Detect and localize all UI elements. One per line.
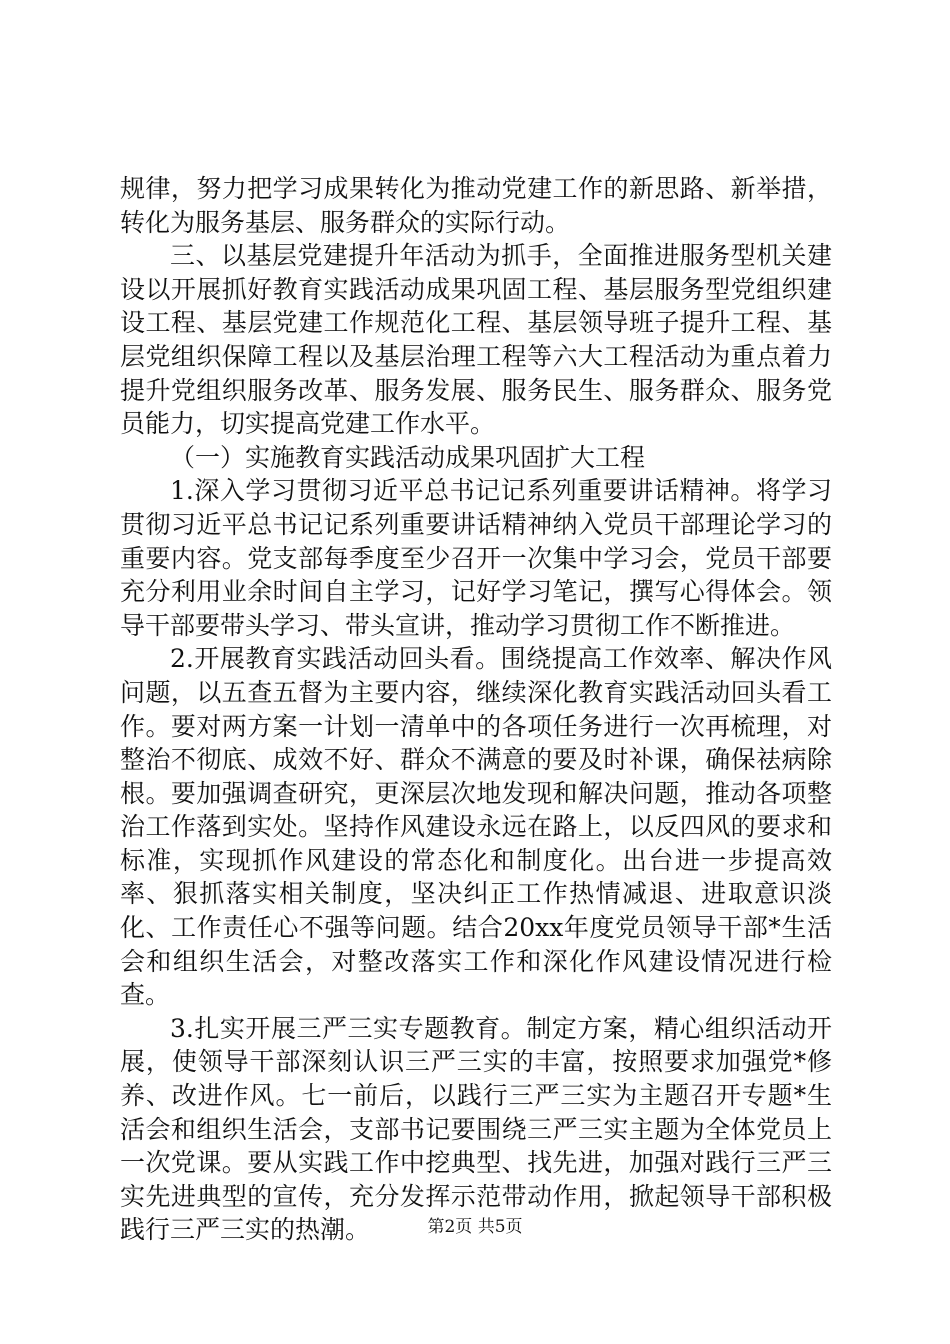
paragraph-section-three: 三、以基层党建提升年活动为抓手，全面推进服务型机关建设以开展抓好教育实践活动成果巩固工程、基层服务型党组织建设工程、基层党建工作规范化工程、基层领导班子提升工程、基层党组织保障工程以及基层治理工程等六大工程活动为重点着力提升党组织服务改革、服务发展、服务民生、服务群众、服务党员能力，切实提高党建工作水平。 (120, 241, 832, 439)
page-number-footer: 第2页 共5页 (427, 1217, 523, 1237)
paragraph-continuation: 规律，努力把学习成果转化为推动党建工作的新思路、新举措，转化为服务基层、服务群众的实际行动。 (120, 174, 832, 237)
subsection-heading: （一）实施教育实践活动成果巩固扩大工程 (170, 442, 646, 472)
paragraph-item-2: 2.开展教育实践活动回头看。围绕提高工作效率、解决作风问题，以五查五督为主要内容，继续深化教育实践活动回头看工作。要对两方案一计划一清单中的各项任务进行一次再梳理，对整治不彻底、成效不好、群众不满意的要及时补课，确保祛病除根。要加强调查研究，更深层次地发现和解决问题，推动各项整治工作落到实处。坚持作风建设永远在路上，以反四风的要求和标准，实现抓作风建设的常态化和制度化。出台进一步提高效率、狠抓落实相关制度，坚决纠正工作热情减退、进取意识淡化、工作责任心不强等问题。结合20xx年度党员领导干部*生活会和组织生活会，对整改落实工作和深化作风建设情况进行检查。 (120, 644, 832, 1010)
document-body (120, 172, 832, 1247)
paragraph-item-1: 1.深入学习贯彻习近平总书记记系列重要讲话精神。将学习贯彻习近平总书记记系列重要讲话精神纳入党员干部理论学习的重要内容。党支部每季度至少召开一次集中学习会，党员干部要充分利用业余时间自主学习，记好学习笔记，撰写心得体会。领导干部要带头学习、带头宣讲，推动学习贯彻工作不断推进。 (120, 476, 832, 640)
paragraph-item-3: 3.扎实开展三严三实专题教育。制定方案，精心组织活动开展，使领导干部深刻认识三严三实的丰富，按照要求加强党*修养、改进作风。七一前后，以践行三严三实为主题召开专题*生活会和组织生活会，支部书记要围绕三严三实主题为全体党员上一次党课。要从实践工作中挖典型、找先进，加强对践行三严三实先进典型的宣传，充分发挥示范带动作用，掀起领导干部积极践行三严三实的热潮。 (120, 1013, 832, 1245)
